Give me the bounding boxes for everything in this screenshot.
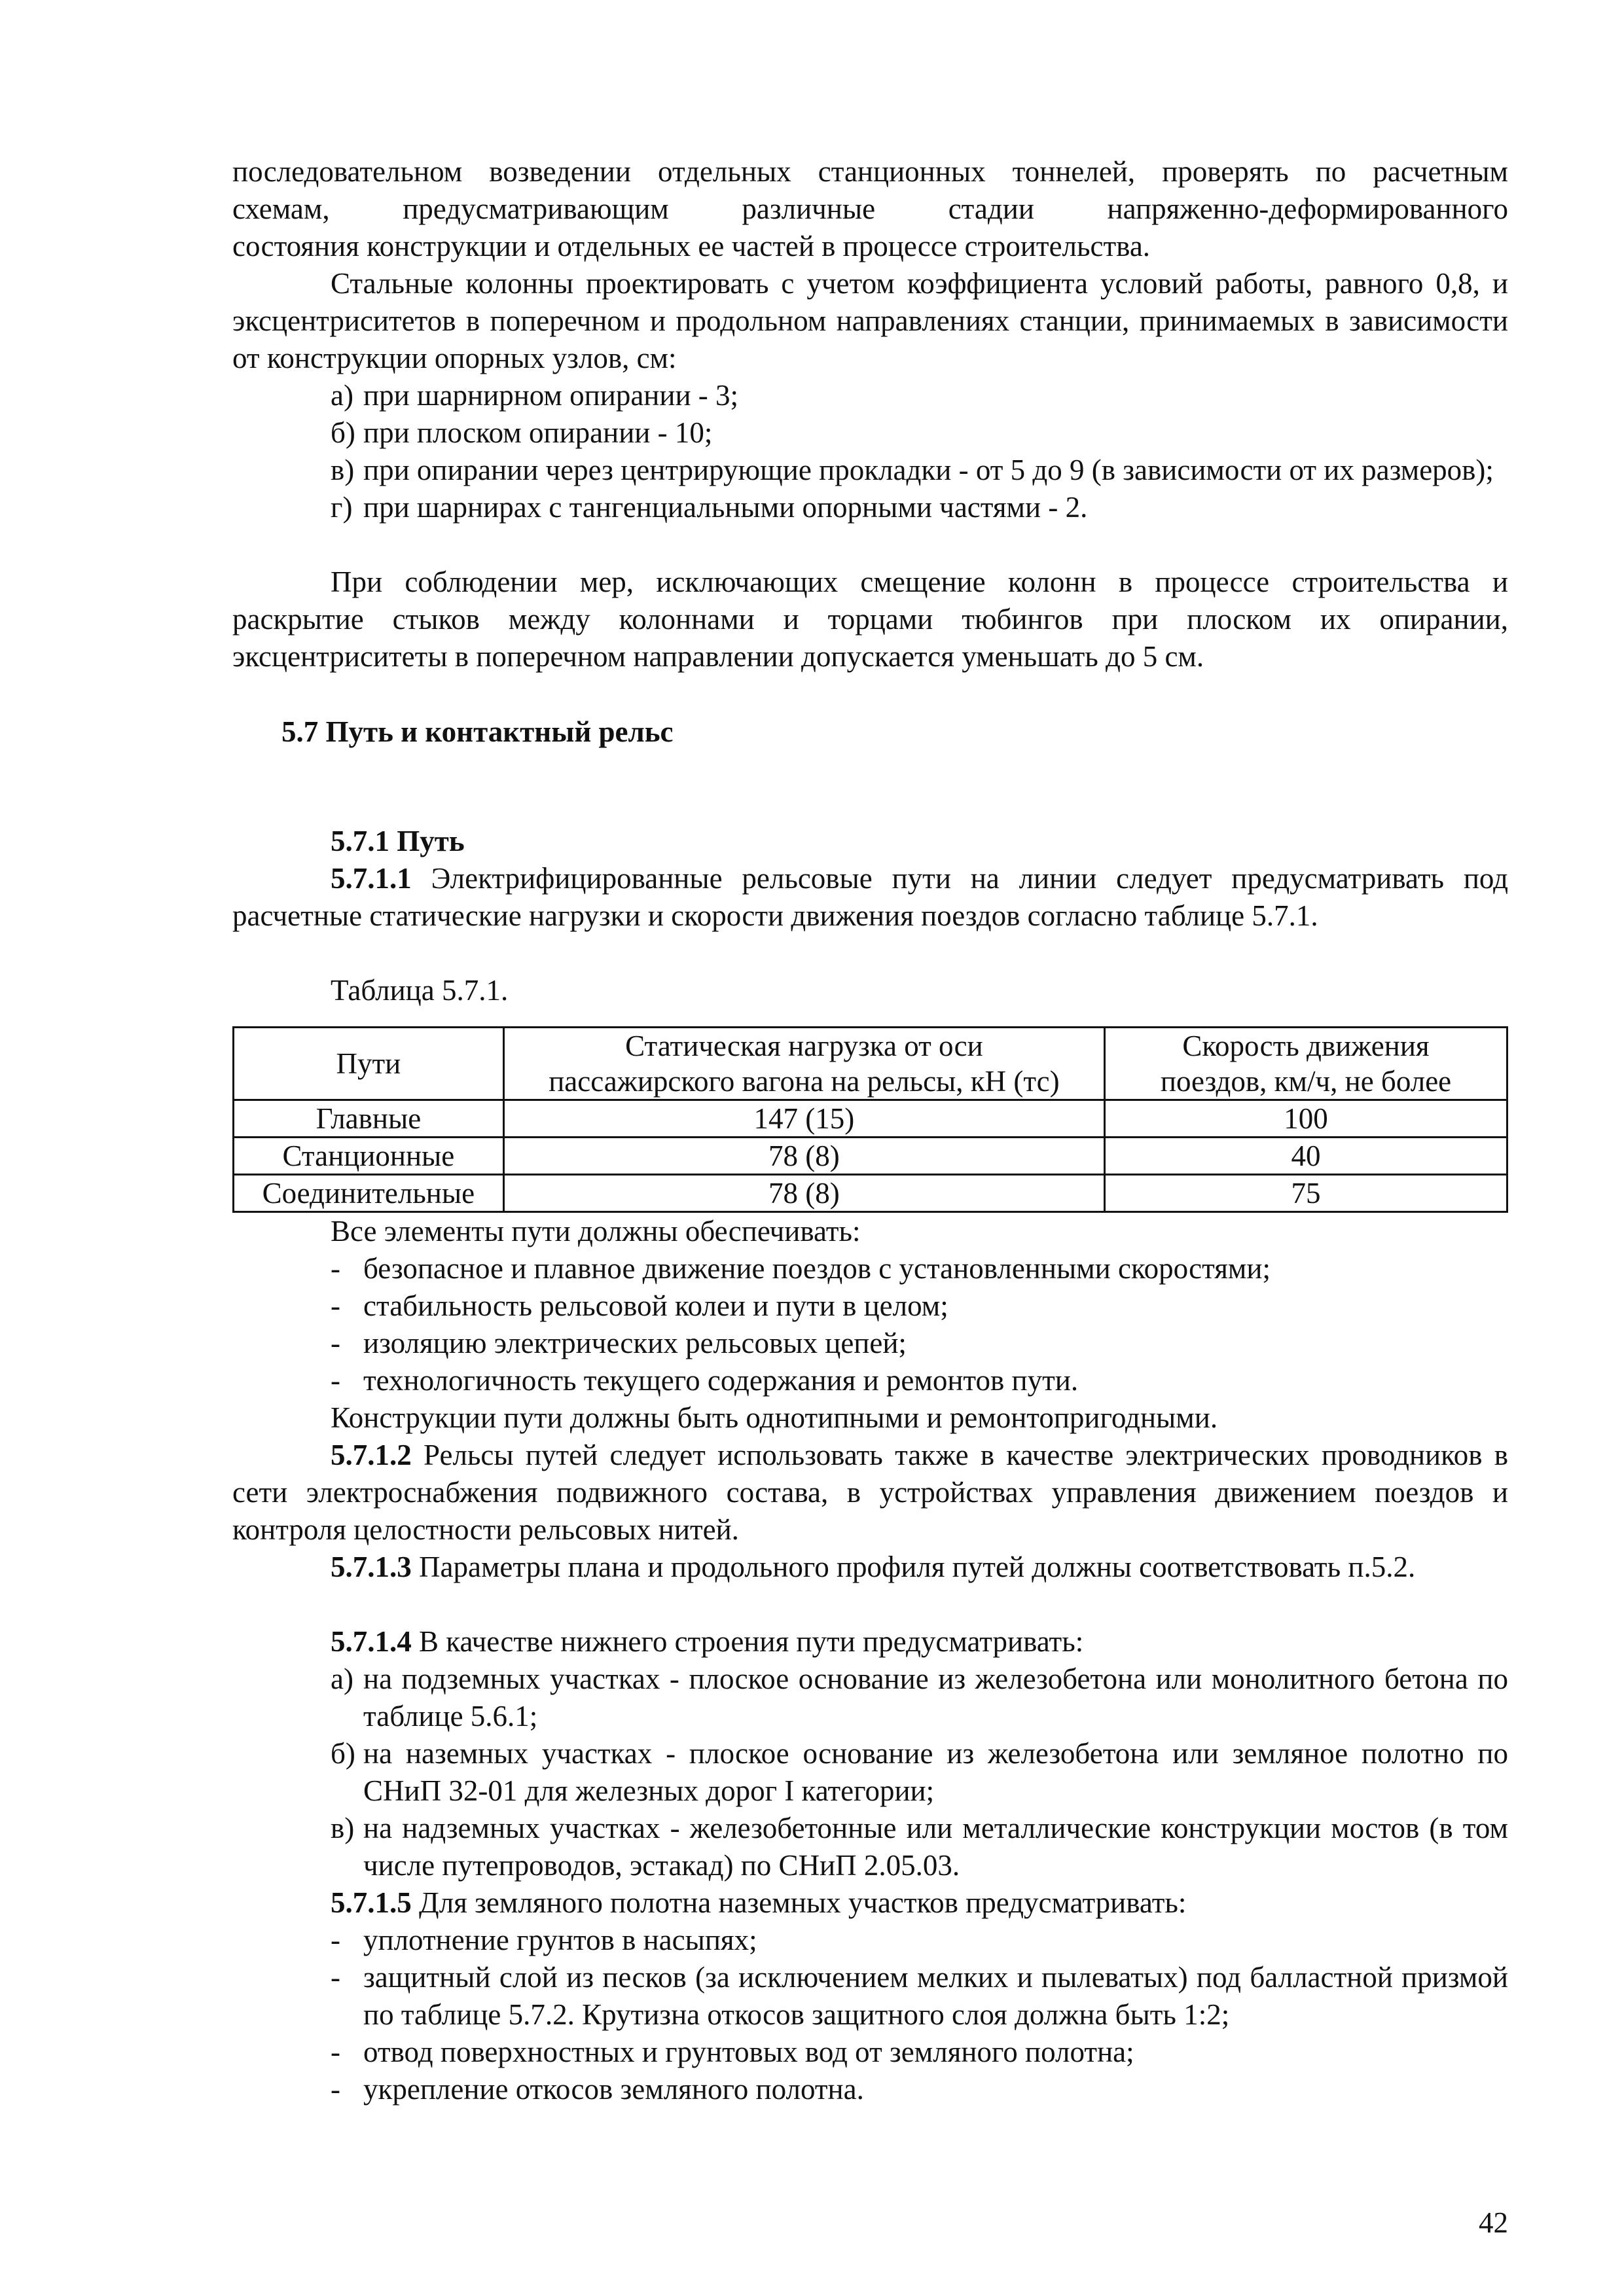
- table-cell: 100: [1105, 1100, 1507, 1138]
- columns-text: Стальные колонны проектировать с учетом коэффициента условий работы, равного 0,8, и эксцентриситетов в поперечном и продольном направлениях станции, принимаемых в зависимости от конструкции опорных узлов, см:: [232, 267, 1508, 374]
- table-row: [234, 1138, 1507, 1175]
- clause-number: 5.7.1.5: [331, 1886, 412, 1919]
- list-item-text: при шарнирном опирании - 3;: [363, 379, 739, 412]
- list-item-text: уплотнение грунтов в насыпях;: [363, 1924, 757, 1956]
- clause-number: 5.7.1.2: [331, 1439, 412, 1471]
- list-item-text: безопасное и плавное движение поездов с установленными скоростями;: [363, 1252, 1271, 1285]
- clause-5-7-1-1: [232, 860, 1508, 935]
- page-number: 42: [1479, 2206, 1508, 2239]
- subsection-heading: [232, 823, 1508, 860]
- list-item-text: защитный слой из песков (за исключением мелких и пылеватых) под балластной призмой по таблице 5.7.2. Крутизна откосов защитного слоя должна быть 1:2;: [363, 1961, 1508, 2031]
- table-cell: Соединительные: [234, 1175, 504, 1212]
- list-marker: -: [331, 1924, 340, 1956]
- list-item-text: отвод поверхностных и грунтовых вод от земляного полотна;: [363, 2036, 1134, 2068]
- list-item: [232, 1810, 1508, 1884]
- table-5-7-1: [232, 1026, 1508, 1213]
- list-item-text: на подземных участках - плоское основание из железобетона или монолитного бетона по таблице 5.6.1;: [363, 1662, 1508, 1732]
- support-list: [232, 377, 1508, 526]
- intro-paragraph: [232, 153, 1508, 265]
- eccentricity-text: При соблюдении мер, исключающих смещение колонн в процессе строительства и раскрытие стыков между колоннами и торцами тюбингов при плоском их опирании, эксцентриситеты в поперечном направлении допускается уменьшать до 5 см.: [232, 565, 1508, 673]
- clause-5-7-1-2: [232, 1437, 1508, 1549]
- list-marker: в): [331, 454, 355, 486]
- list-item: [232, 1735, 1508, 1810]
- list-marker: г): [331, 491, 353, 524]
- list-marker: -: [331, 1289, 340, 1322]
- clause-text: В качестве нижнего строения пути предусматривать:: [411, 1625, 1084, 1658]
- clause-number: 5.7.1.1: [331, 862, 412, 895]
- list-item: [232, 1250, 1508, 1287]
- list-marker: -: [331, 1252, 340, 1285]
- table-cell: 78 (8): [503, 1138, 1104, 1175]
- list-marker: -: [331, 1327, 340, 1359]
- list-item-text: технологичность текущего содержания и ремонтов пути.: [363, 1364, 1079, 1397]
- list-marker: в): [331, 1812, 355, 1844]
- table-header-cell: Скорость движения поездов, км/ч, не более: [1105, 1028, 1507, 1100]
- list-item-text: на надземных участках - железобетонные или металлические конструкции мостов (в том числе путепроводов, эстакад) по СНиП 2.05.03.: [363, 1812, 1508, 1882]
- section-5-7-title: 5.7 Путь и контактный рельс: [281, 715, 674, 748]
- list-item: [232, 1959, 1508, 2034]
- clause-5-7-1-4: [232, 1623, 1508, 1884]
- table-row: [234, 1175, 1507, 1212]
- intro-line-3: состояния конструкции и отдельных ее частей в процессе строительства.: [232, 230, 1151, 262]
- list-marker: а): [331, 379, 353, 412]
- list-item-text: при шарнирах с тангенциальными опорными частями - 2.: [363, 491, 1088, 524]
- list-marker: а): [331, 1662, 353, 1695]
- list-item: [232, 452, 1508, 489]
- intro-line-1: последовательном возведении отдельных станционных тоннелей, проверять по расчетным: [232, 155, 1508, 188]
- list-item-text: изоляцию электрических рельсовых цепей;: [363, 1327, 907, 1359]
- list-item-text: укрепление откосов земляного полотна.: [363, 2073, 864, 2106]
- list-marker: б): [331, 416, 355, 449]
- table-cell: 75: [1105, 1175, 1507, 1212]
- table-cell: 78 (8): [503, 1175, 1104, 1212]
- table-cell: 147 (15): [503, 1100, 1104, 1138]
- clause-5-7-1-3: [232, 1549, 1508, 1586]
- list-item: [232, 1922, 1508, 1959]
- list-item: [232, 489, 1508, 526]
- section-5-7-1-title: 5.7.1 Путь: [331, 825, 465, 857]
- list-item-text: стабильность рельсовой колеи и пути в целом;: [363, 1289, 948, 1322]
- list-item: [232, 1362, 1508, 1399]
- constructions-text: Конструкции пути должны быть однотипными и ремонтопригодными.: [331, 1401, 1218, 1434]
- table-row: [234, 1100, 1507, 1138]
- clause-text: Электрифицированные рельсовые пути на линии следует предусматривать под расчетные статические нагрузки и скорости движения поездов согласно таблице 5.7.1.: [232, 862, 1508, 932]
- list-item: [232, 1325, 1508, 1362]
- elements-intro: Все элементы пути должны обеспечивать:: [331, 1215, 861, 1247]
- table-caption-text: Таблица 5.7.1.: [331, 974, 509, 1007]
- data-table: [232, 1026, 1508, 1213]
- list-item: [232, 1287, 1508, 1325]
- list-item: [232, 1660, 1508, 1735]
- table-caption: [232, 972, 1508, 1009]
- clause-text: Рельсы путей следует использовать также в качестве электрических проводников в сети электроснабжения подвижного состава, в устройствах управления движением поездов и контроля целостности рельсовых нитей.: [232, 1439, 1508, 1546]
- list-marker: б): [331, 1737, 355, 1770]
- table-cell: Станционные: [234, 1138, 504, 1175]
- clause-text: Для земляного полотна наземных участков предусматривать:: [411, 1886, 1187, 1919]
- list-item: [232, 2071, 1508, 2108]
- list-item: [232, 377, 1508, 414]
- list-marker: -: [331, 1364, 340, 1397]
- clause-text: Параметры плана и продольного профиля путей должны соответствовать п.5.2.: [411, 1551, 1416, 1583]
- table-header-row: [234, 1028, 1507, 1100]
- list-marker: -: [331, 2036, 340, 2068]
- elements-block: [232, 1213, 1508, 1437]
- list-item-text: на наземных участках - плоское основание из железобетона или земляное полотно по СНиП 32-01 для железных дорог I категории;: [363, 1737, 1508, 1807]
- eccentricity-paragraph: [232, 564, 1508, 675]
- list-item: [232, 2034, 1508, 2071]
- intro-line-2: схемам, предусматривающим различные стадии напряженно-деформированного: [232, 192, 1508, 225]
- table-cell: Главные: [234, 1100, 504, 1138]
- clause-5-7-1-5: [232, 1884, 1508, 2108]
- section-heading: [232, 713, 1508, 751]
- list-item-text: при опирании через центрирующие прокладки - от 5 до 9 (в зависимости от их размеров);: [363, 454, 1494, 486]
- list-marker: -: [331, 1961, 340, 1994]
- table-cell: 40: [1105, 1138, 1507, 1175]
- list-item: [232, 414, 1508, 452]
- table-header-cell: Статическая нагрузка от оси пассажирского вагона на рельсы, кН (тс): [503, 1028, 1104, 1100]
- list-marker: -: [331, 2073, 340, 2106]
- clause-number: 5.7.1.4: [331, 1625, 412, 1658]
- columns-paragraph: [232, 265, 1508, 377]
- list-item-text: при плоском опирании - 10;: [363, 416, 713, 449]
- table-header-cell: Пути: [234, 1028, 504, 1100]
- clause-number: 5.7.1.3: [331, 1551, 412, 1583]
